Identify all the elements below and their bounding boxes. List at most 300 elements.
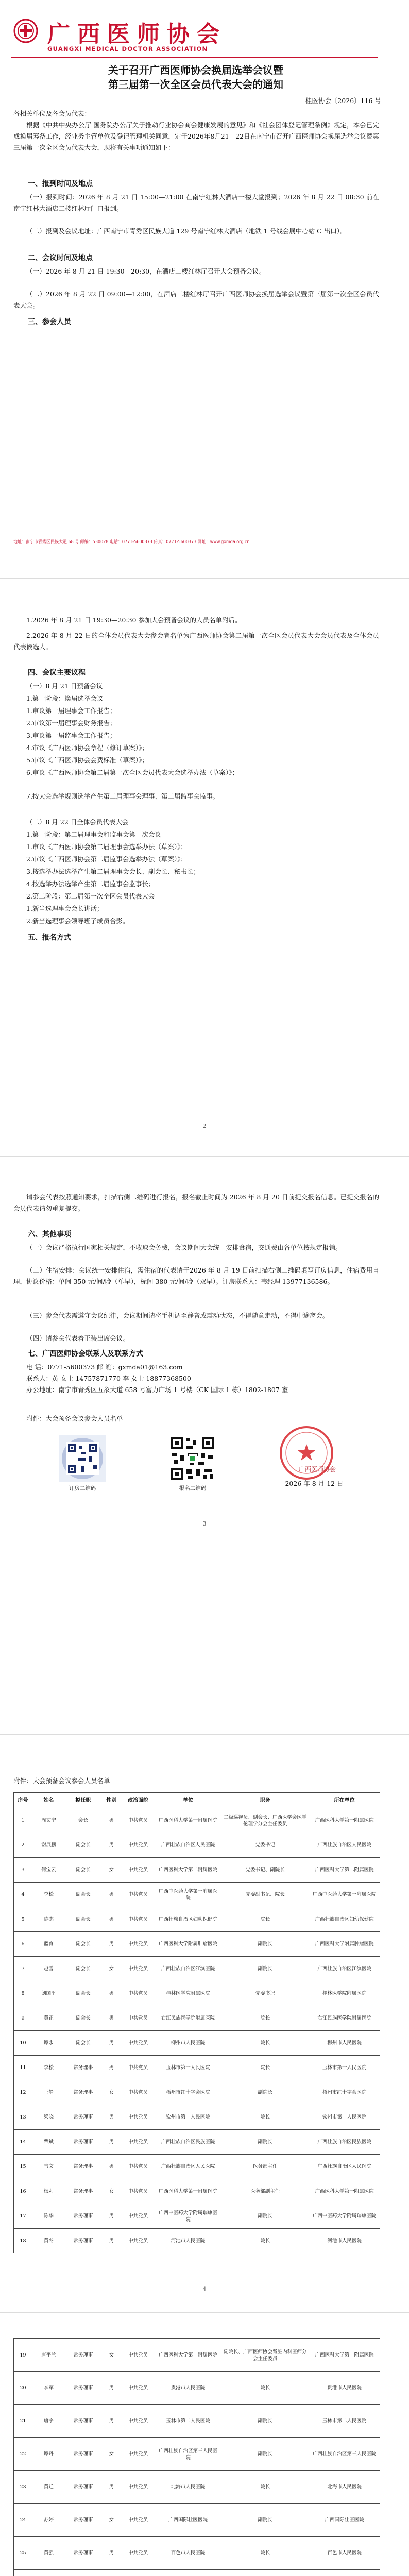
table-row xyxy=(14,1833,380,1858)
section-3-heading: 三、参会人员 xyxy=(28,318,71,326)
table-cell: 广西国际壮医医院 xyxy=(155,2504,221,2537)
agenda-item: 3.审议第一届监事会工作报告； xyxy=(26,732,116,739)
other-item: （三）参会代表需遵守会议纪律，会议期间请将手机调至静音或震动状态，不得随意走动，不得中途离会。 xyxy=(26,1312,329,1319)
table-cell: 17 xyxy=(14,2204,32,2229)
table-row xyxy=(14,2229,380,2253)
table-cell: 副院长 xyxy=(221,2204,309,2229)
other-item: （一）会议严格执行国家相关规定，不收取会务费，会议期间大会统一安排食宿，交通费由各单位按规定报销。 xyxy=(26,1244,342,1251)
table-cell: 中共党员 xyxy=(122,2471,155,2504)
table-cell: 右江民族医学院附属医院 xyxy=(155,2006,221,2031)
table-cell: 苏婷 xyxy=(32,2504,65,2537)
attendee-table-continued xyxy=(13,2338,380,2576)
column-header: 单位 xyxy=(155,1793,221,1808)
table-cell: 5 xyxy=(14,1907,32,1932)
table-cell: 二级巡视员、副会长、广西医学会医学伦理学分会主任委员 xyxy=(221,1808,309,1833)
table-cell: 玉林市第一人民医院 xyxy=(309,2056,380,2080)
table-row xyxy=(14,2006,380,2031)
table-cell: 男 xyxy=(101,1808,122,1833)
table-cell: 女 xyxy=(101,2080,122,2105)
table-cell: 常务理事 xyxy=(65,2537,101,2570)
table-cell: 百色市人民医院 xyxy=(155,2537,221,2570)
table-cell: 贵港市人民医院 xyxy=(155,2372,221,2405)
table-cell: 北海市人民医院 xyxy=(155,2471,221,2504)
table-cell: 桂林医学院附属医院 xyxy=(155,1981,221,2006)
table-cell: 19 xyxy=(14,2339,32,2372)
table-cell: 男 xyxy=(101,2229,122,2253)
table-cell: 常务理事 xyxy=(65,2438,101,2471)
table-cell: 赵雪 xyxy=(32,1957,65,1981)
page-2 xyxy=(0,579,409,1157)
agenda-item: 5.审议《广西医师协会会费标准（草案）》； xyxy=(26,756,148,764)
table-cell: 覃斌 xyxy=(32,2130,65,2155)
table-cell: 会长 xyxy=(65,1808,101,1833)
table-cell: 梁晓 xyxy=(32,2105,65,2130)
table-cell: 广西壮族自治区江滨医院 xyxy=(309,1957,380,1981)
table-cell: 18 xyxy=(14,2229,32,2253)
agenda2-item: 2.新当选理事会领导班子成员合影。 xyxy=(26,917,129,925)
table-row xyxy=(14,2031,380,2056)
table-cell: 10 xyxy=(14,2031,32,2056)
table-cell: 中共党员 xyxy=(122,2504,155,2537)
agenda-item: 7.按大会选举规则选举产生第二届理事会理事、第二届监事会监事。 xyxy=(26,792,219,800)
table-cell: 广西壮族自治区第三人民医院 xyxy=(155,2438,221,2471)
table-cell: 医务部副主任 xyxy=(221,2179,309,2204)
table-cell: 男 xyxy=(101,2056,122,2080)
table-cell: 副会长 xyxy=(65,1907,101,1932)
table-cell: 男 xyxy=(101,2130,122,2155)
section-1-item-2: （二）报到及会议地址：广西南宁市青秀区民族大道 129 号南宁红林大酒店（地铁 1 号线会展中心站 C 出口）。 xyxy=(26,227,347,235)
section-2-heading: 二、会议时间及地点 xyxy=(28,254,93,262)
page-number: 4 xyxy=(202,2286,207,2293)
table-row xyxy=(14,1808,380,1833)
table-cell: 8 xyxy=(14,1981,32,2006)
table-cell: 广西壮族自治区民族医院 xyxy=(309,2130,380,2155)
table-cell: 王静 xyxy=(32,2080,65,2105)
table-cell: 广西壮族自治区人民医院 xyxy=(309,2155,380,2179)
section-1-item-1: （一）报到时间：2026 年 8 月 21 日 15:00—21:00 在南宁红林大酒店一楼大堂报到；2026 年 8 月 22 日 08:30 前在南宁红林大酒店二楼红林厅门口报到。 xyxy=(13,193,379,212)
table-cell: 广西医科大学第一附属医院 xyxy=(309,2339,380,2372)
section-7-heading: 七、广西医师协会联系人及联系方式 xyxy=(28,1350,143,1358)
page-3 xyxy=(0,1157,409,1735)
table-cell: 广西医科大学附属肿瘤医院 xyxy=(155,1932,221,1957)
table-cell: 桂林医学院附属医院 xyxy=(309,1981,380,2006)
table-cell xyxy=(14,2570,32,2576)
notice-title-line-1: 关于召开广西医师协会换届选举会议暨 xyxy=(108,64,283,76)
table-cell: 韦文 xyxy=(32,2155,65,2179)
table-cell: 院长 xyxy=(221,2105,309,2130)
agenda-intro: （一）8 月 21 日预备会议 xyxy=(26,682,103,690)
attendees-note-b: 2.2026 年 8 月 22 日的全体会员代表大会参会者名单为广西医师协会第二届第一次全区会员代表大会会员代表及全体会员代表候选人。 xyxy=(13,632,379,651)
table-cell: 男 xyxy=(101,2405,122,2438)
table-cell: 9 xyxy=(14,2006,32,2031)
table-cell: 广西中医药大学第一附属医院 xyxy=(155,1883,221,1907)
table-cell: 中共党员 xyxy=(122,2405,155,2438)
table-cell: 副会长 xyxy=(65,1932,101,1957)
table-row xyxy=(14,2372,380,2405)
table-row xyxy=(14,2204,380,2229)
table-cell: 12 xyxy=(14,2080,32,2105)
table-cell: 医务部主任 xyxy=(221,2155,309,2179)
table-cell: 男 xyxy=(101,1981,122,2006)
table-row xyxy=(14,1932,380,1957)
table-cell: 广西医科大学第二附属医院 xyxy=(155,1858,221,1883)
table-cell: 常务理事 xyxy=(65,2080,101,2105)
column-header: 性别 xyxy=(101,1793,122,1808)
association-logo-icon xyxy=(13,19,38,43)
table-cell: 男 xyxy=(101,2372,122,2405)
table-cell: 女 xyxy=(101,2179,122,2204)
page-1 xyxy=(0,0,409,579)
table-cell: 广西医科大学第一附属医院 xyxy=(309,1808,380,1833)
table-cell: 常务理事 xyxy=(65,2155,101,2179)
agenda-item: 6.审议《广西医师协会第二届第一次全区会员代表大会选举办法（草案）》； xyxy=(26,769,238,776)
agenda-item: 1.第一阶段：换届选举会议 xyxy=(26,694,104,702)
table-cell: 3 xyxy=(14,1858,32,1883)
table-cell: 广西壮族自治区人民医院 xyxy=(309,1833,380,1858)
table-cell: 中共党员 xyxy=(122,1883,155,1907)
table-cell: 广西医科大学附属肿瘤医院 xyxy=(309,1932,380,1957)
table-cell: 副院长 xyxy=(221,1932,309,1957)
table-cell: 22 xyxy=(14,2438,32,2471)
table-row xyxy=(14,1957,380,1981)
table-cell: 中共党员 xyxy=(122,2105,155,2130)
registration-paragraph: 请参会代表按照通知要求，扫描右侧二维码进行报名，报名截止时间为 2026 年 8 月 20 日前提交报名信息。已提交报名的会员代表请勿重复提交。 xyxy=(13,1193,379,1212)
table-body xyxy=(14,1808,380,2253)
table-cell: 广西中医药大学附属瑞康医院 xyxy=(309,2204,380,2229)
section-2-item-1: （一）2026 年 8 月 21 日 19:30—20:30，在酒店二楼红林厅召开大会预备会议。 xyxy=(26,267,266,275)
table-cell: 男 xyxy=(101,1932,122,1957)
table-cell: 党委书记 xyxy=(221,1833,309,1858)
table-cell: 常务理事 xyxy=(65,2105,101,2130)
table-cell: 刘国平 xyxy=(32,1981,65,2006)
table-cell: 北海市人民医院 xyxy=(309,2471,380,2504)
table-row xyxy=(14,2537,380,2570)
table-cell: 4 xyxy=(14,1883,32,1907)
table-row xyxy=(14,2438,380,2471)
table-cell: 男 xyxy=(101,2155,122,2179)
table-cell: 常务理事 xyxy=(65,2179,101,2204)
table-cell: 男 xyxy=(101,2031,122,2056)
table-row xyxy=(14,2405,380,2438)
table-cell: 男 xyxy=(101,1907,122,1932)
table-cell: 党委副书记、院长 xyxy=(221,1883,309,1907)
table-cell: 陈杰 xyxy=(32,1907,65,1932)
table-cell: 常务理事 xyxy=(65,2229,101,2253)
table-cell: 广西国际壮医医院 xyxy=(309,2504,380,2537)
document-number: 桂医协会〔2026〕116 号 xyxy=(305,97,381,105)
table-cell: 院长 xyxy=(221,2471,309,2504)
section-6-heading: 六、其他事项 xyxy=(28,1230,71,1239)
table-cell: 党委书记 xyxy=(221,1981,309,2006)
table-cell: 玉林市第二人民医院 xyxy=(155,2405,221,2438)
table-row xyxy=(14,2339,380,2372)
issue-date: 2026 年 8 月 12 日 xyxy=(285,1480,344,1487)
table-cell: 广西壮族自治区人民医院 xyxy=(155,2155,221,2179)
table-cell: 15 xyxy=(14,2155,32,2179)
table-cell: 谢展鹏 xyxy=(32,1833,65,1858)
other-item: （四）请参会代表着正装出席会议。 xyxy=(26,1334,130,1342)
agenda2-item: 1.第一阶段：第二届理事会和监事会第一次会议 xyxy=(26,831,161,838)
table-cell: 广西中医药大学第一附属医院 xyxy=(309,1883,380,1907)
notice-title-line-2: 第三届第一次全区会员代表大会的通知 xyxy=(108,78,283,91)
table-header-row xyxy=(14,1793,380,1808)
table-cell: 副会长 xyxy=(65,2006,101,2031)
registration-qr-caption: 报名二维码 xyxy=(179,1485,207,1492)
table-cell: 女 xyxy=(101,2339,122,2372)
table-cell: 中共党员 xyxy=(122,1907,155,1932)
table-cell: 副院长 xyxy=(221,2130,309,2155)
agenda2-item: 3.按选举办法选举产生第二届理事会会长、副会长、秘书长； xyxy=(26,868,200,875)
table-cell: 玉林市第一人民医院 xyxy=(155,2056,221,2080)
table-cell: 6 xyxy=(14,1932,32,1957)
table-row xyxy=(14,1883,380,1907)
table-cell: 广西壮族自治区人民医院 xyxy=(155,1833,221,1858)
section-1-heading: 一、报到时间及地点 xyxy=(28,180,93,188)
table-cell: 广西壮族自治区妇幼保健院 xyxy=(309,1907,380,1932)
agenda2-item: 2.审议《广西医师协会第二届监事会选举办法（草案）》； xyxy=(26,855,187,863)
table-cell: 院长 xyxy=(221,2537,309,2570)
table-row xyxy=(14,2056,380,2080)
table-cell: 柳州市人民医院 xyxy=(309,2031,380,2056)
table-cell: 广西中医药大学附属瑞康医院 xyxy=(155,2204,221,2229)
table-cell: 男 xyxy=(101,2204,122,2229)
table-cell: 院长 xyxy=(221,2056,309,2080)
table-cell: 唐宇 xyxy=(32,2405,65,2438)
table-cell: 院长 xyxy=(221,2031,309,2056)
agenda-item: 2.审议第一届理事会财务报告； xyxy=(26,719,116,727)
table-cell: 常务理事 xyxy=(65,2504,101,2537)
table-cell: 中共党员 xyxy=(122,1981,155,2006)
attachment-title: 附件：大会预备会议参会人员名单 xyxy=(13,1777,110,1785)
table-row xyxy=(14,2130,380,2155)
table-cell: 中共党员 xyxy=(122,1833,155,1858)
table-cell: 常务理事 xyxy=(65,2130,101,2155)
table-cell: 梧州市红十字会医院 xyxy=(155,2080,221,2105)
table-cell: 陈华 xyxy=(32,2204,65,2229)
table-cell: 广西壮族自治区妇幼保健院 xyxy=(155,1907,221,1932)
table-cell: 院长 xyxy=(221,2372,309,2405)
table-cell: 女 xyxy=(101,1957,122,1981)
table-cell: 副会长 xyxy=(65,1833,101,1858)
table-cell: 谭丹 xyxy=(32,2438,65,2471)
table-cell: 院长 xyxy=(221,1907,309,1932)
table-cell: 女 xyxy=(101,2504,122,2537)
table-cell: 副院长 xyxy=(221,2080,309,2105)
table-cell: 常务理事 xyxy=(65,2471,101,2504)
table-cell: 副院长、广西医师协会肾脏内科医师分会主任委员 xyxy=(221,2339,309,2372)
table-row xyxy=(14,2471,380,2504)
table-cell: 23 xyxy=(14,2471,32,2504)
table-cell: 黄正 xyxy=(32,2006,65,2031)
table-cell xyxy=(65,2570,101,2576)
table-cell: 中共党员 xyxy=(122,2056,155,2080)
table-cell: 副会长 xyxy=(65,1981,101,2006)
table-cell xyxy=(155,2570,221,2576)
table-cell: 广西医科大学第一附属医院 xyxy=(155,2339,221,2372)
agenda2-item: 4.按选举办法选举产生第二届监事会监事长； xyxy=(26,880,155,888)
salutation: 各相关单位及各会员代表： xyxy=(13,110,91,117)
table-cell xyxy=(221,2570,309,2576)
column-header: 所在单位 xyxy=(309,1793,380,1808)
table-cell: 11 xyxy=(14,2056,32,2080)
table-cell: 贵港市人民医院 xyxy=(309,2372,380,2405)
table-cell: 副会长 xyxy=(65,1957,101,1981)
intro-paragraph: 根据《中共中央办公厅 国务院办公厅关于推动行业协会商会健康发展的意见》和《社会团体登记管理条例》规定，本会已完成换届筹备工作，经业务主管单位及登记管理机关同意，定于2026年8月21—22日在南宁市召开广西医师协会换届选举会议暨第三届第一次全区会员代表大会，现将有关事项通知如下： xyxy=(13,121,379,151)
table-cell: 1 xyxy=(14,1808,32,1833)
table-cell: 唐平兰 xyxy=(32,2339,65,2372)
table-cell: 钦州市第一人民医院 xyxy=(309,2105,380,2130)
table-cell: 21 xyxy=(14,2405,32,2438)
table-cell: 常务理事 xyxy=(65,2204,101,2229)
table-cell: 中共党员 xyxy=(122,2339,155,2372)
table-cell: 中共党员 xyxy=(122,2006,155,2031)
booking-qr-icon[interactable] xyxy=(59,1435,106,1482)
table-row xyxy=(14,2155,380,2179)
booking-qr-block[interactable] xyxy=(52,1435,113,1492)
registration-qr-icon[interactable] xyxy=(169,1435,216,1482)
table-cell: 中共党员 xyxy=(122,2537,155,2570)
booking-qr-caption: 订房二维码 xyxy=(69,1485,96,1492)
table-cell: 常务理事 xyxy=(65,2056,101,2080)
table-cell: 副会长 xyxy=(65,1883,101,1907)
table-cell: 16 xyxy=(14,2179,32,2204)
column-header: 政治面貌 xyxy=(122,1793,155,1808)
table-cell: 13 xyxy=(14,2105,32,2130)
table-cell: 何宝云 xyxy=(32,1858,65,1883)
table-cell: 右江民族医学院附属医院 xyxy=(309,2006,380,2031)
agenda2-item: 1.新当选理事会会长讲话； xyxy=(26,905,104,912)
table-row xyxy=(14,1981,380,2006)
table-cell: 杨莉 xyxy=(32,2179,65,2204)
header-red-rule xyxy=(11,57,378,58)
table-cell: 中共党员 xyxy=(122,1808,155,1833)
column-header: 姓名 xyxy=(32,1793,65,1808)
table-cell: 院长 xyxy=(221,2229,309,2253)
table-cell: 广西医科大学第一附属医院 xyxy=(155,2179,221,2204)
table-row xyxy=(14,1858,380,1883)
table-cell: 副会长 xyxy=(65,2031,101,2056)
table-cell: 李松 xyxy=(32,2056,65,2080)
table-cell: 25 xyxy=(14,2537,32,2570)
attendees-note-a: 1.2026 年 8 月 21 日 19:30—20:30 参加大会预备会议的人员名单附后。 xyxy=(26,616,242,624)
table-cell: 中共党员 xyxy=(122,1957,155,1981)
table-cell: 14 xyxy=(14,2130,32,2155)
table-cell: 副院长 xyxy=(221,1957,309,1981)
agenda2-intro: （二）8 月 22 日全体会员代表大会 xyxy=(26,818,129,826)
table-cell: 蓝育 xyxy=(32,1932,65,1957)
agenda2-item: 1.审议《广西医师协会第二届理事会选举办法（草案）》； xyxy=(26,843,187,851)
table-cell: 广西医科大学第二附属医院 xyxy=(309,1858,380,1883)
table-cell: 中共党员 xyxy=(122,1858,155,1883)
table-cell: 副会长 xyxy=(65,1858,101,1883)
table-cell: 常务理事 xyxy=(65,2372,101,2405)
attachment-note: 附件：大会预备会议参会人员名单 xyxy=(26,1415,123,1422)
table-cell: 梧州市红十字会医院 xyxy=(309,2080,380,2105)
table-cell: 李松 xyxy=(32,1883,65,1907)
agenda-item: 4.审议《广西医师协会章程（修订草案）》； xyxy=(26,744,148,752)
table-cell: 李军 xyxy=(32,2372,65,2405)
table-row xyxy=(14,1907,380,1932)
table-cell: 24 xyxy=(14,2504,32,2537)
page-4 xyxy=(0,1735,409,2313)
table-cell: 2 xyxy=(14,1833,32,1858)
table-cell: 常务理事 xyxy=(65,2405,101,2438)
table-cell: 副院长 xyxy=(221,2438,309,2471)
column-header: 序号 xyxy=(14,1793,32,1808)
table-cell: 中共党员 xyxy=(122,2438,155,2471)
table-cell: 男 xyxy=(101,2105,122,2130)
table-cell: 河池市人民医院 xyxy=(155,2229,221,2253)
table-cell: 玉林市第二人民医院 xyxy=(309,2405,380,2438)
table-cell xyxy=(309,2570,380,2576)
table-cell: 百色市人民医院 xyxy=(309,2537,380,2570)
table-cell: 中共党员 xyxy=(122,2204,155,2229)
table-cell: 中共党员 xyxy=(122,2130,155,2155)
table-cell xyxy=(101,2570,122,2576)
table-cell: 女 xyxy=(101,2438,122,2471)
table-cell: 柳州市人民医院 xyxy=(155,2031,221,2056)
contact-line: 电 话：0771-5600373 邮 箱：gxmda01@163.com xyxy=(26,1363,183,1371)
table-cell: 中共党员 xyxy=(122,2179,155,2204)
table-cell: 院长 xyxy=(221,2006,309,2031)
table-cell: 钦州市第一人民医院 xyxy=(155,2105,221,2130)
table-cell: 女 xyxy=(101,1858,122,1883)
org-name: 广西医师协会 xyxy=(47,21,227,47)
table-row xyxy=(14,2570,380,2576)
page-number: 3 xyxy=(202,1520,207,1527)
registration-qr-block[interactable] xyxy=(162,1435,224,1492)
table-cell: 谭永 xyxy=(32,2031,65,2056)
table-cell: 中共党员 xyxy=(122,2372,155,2405)
table-body xyxy=(14,2339,380,2576)
table-cell: 黄强 xyxy=(32,2537,65,2570)
table-cell: 广西壮族自治区民族医院 xyxy=(155,2130,221,2155)
agenda-item: 1.审议第一届理事会工作报告； xyxy=(26,707,116,715)
column-header: 职务 xyxy=(221,1793,309,1808)
table-cell: 副院长 xyxy=(221,2504,309,2537)
table-cell xyxy=(32,2570,65,2576)
column-header: 拟任职 xyxy=(65,1793,101,1808)
table-cell: 党委书记、副院长 xyxy=(221,1858,309,1883)
table-cell: 常务理事 xyxy=(65,2339,101,2372)
table-cell: 广西壮族自治区江滨医院 xyxy=(155,1957,221,1981)
table-cell: 中共党员 xyxy=(122,2031,155,2056)
table-cell: 中共党员 xyxy=(122,2229,155,2253)
page-5 xyxy=(0,2313,409,2576)
contact-line: 联系人：黄 女士 14757871770 李 女士 18877368500 xyxy=(26,1375,191,1382)
table-cell xyxy=(122,2570,155,2576)
table-cell: 副院长 xyxy=(221,2405,309,2438)
table-cell: 河池市人民医院 xyxy=(309,2229,380,2253)
table-cell: 广西壮族自治区第三人民医院 xyxy=(309,2438,380,2471)
table-row xyxy=(14,2179,380,2204)
table-cell: 中共党员 xyxy=(122,2080,155,2105)
agenda2-item: 2.第二阶段：第二届第一次全区会员代表大会 xyxy=(26,892,155,900)
letterhead-footer: 地址：南宁市青秀区民族大道 68 号 邮编：530028 电话：0771-5600373 传真：0771-5600373 网址：www.gxmda.org.cn xyxy=(13,539,250,544)
table-cell: 中共党员 xyxy=(122,1932,155,1957)
table-cell: 广西医科大学第一附属医院 xyxy=(155,1808,221,1833)
seal-org-name: 广西医师协会 xyxy=(298,1466,336,1473)
contact-line: 办公地址：南宁市青秀区五象大道 658 号富力广场 1 号楼（CK 国际 1 栋）1802-1807 室 xyxy=(26,1386,288,1394)
section-2-item-2: （二）2026 年 8 月 22 日 09:00—12:00，在酒店二楼红林厅召开广西医师协会换届选举会议暨第三届第一次全区会员代表大会。 xyxy=(13,290,379,309)
section-5-heading: 五、报名方式 xyxy=(28,934,71,942)
table-cell: 广西医科大学第一附属医院 xyxy=(309,2179,380,2204)
attendee-table xyxy=(13,1792,380,2253)
table-row xyxy=(14,2105,380,2130)
section-4-heading: 四、会议主要议程 xyxy=(28,669,86,677)
table-row xyxy=(14,2504,380,2537)
table-cell: 男 xyxy=(101,2006,122,2031)
